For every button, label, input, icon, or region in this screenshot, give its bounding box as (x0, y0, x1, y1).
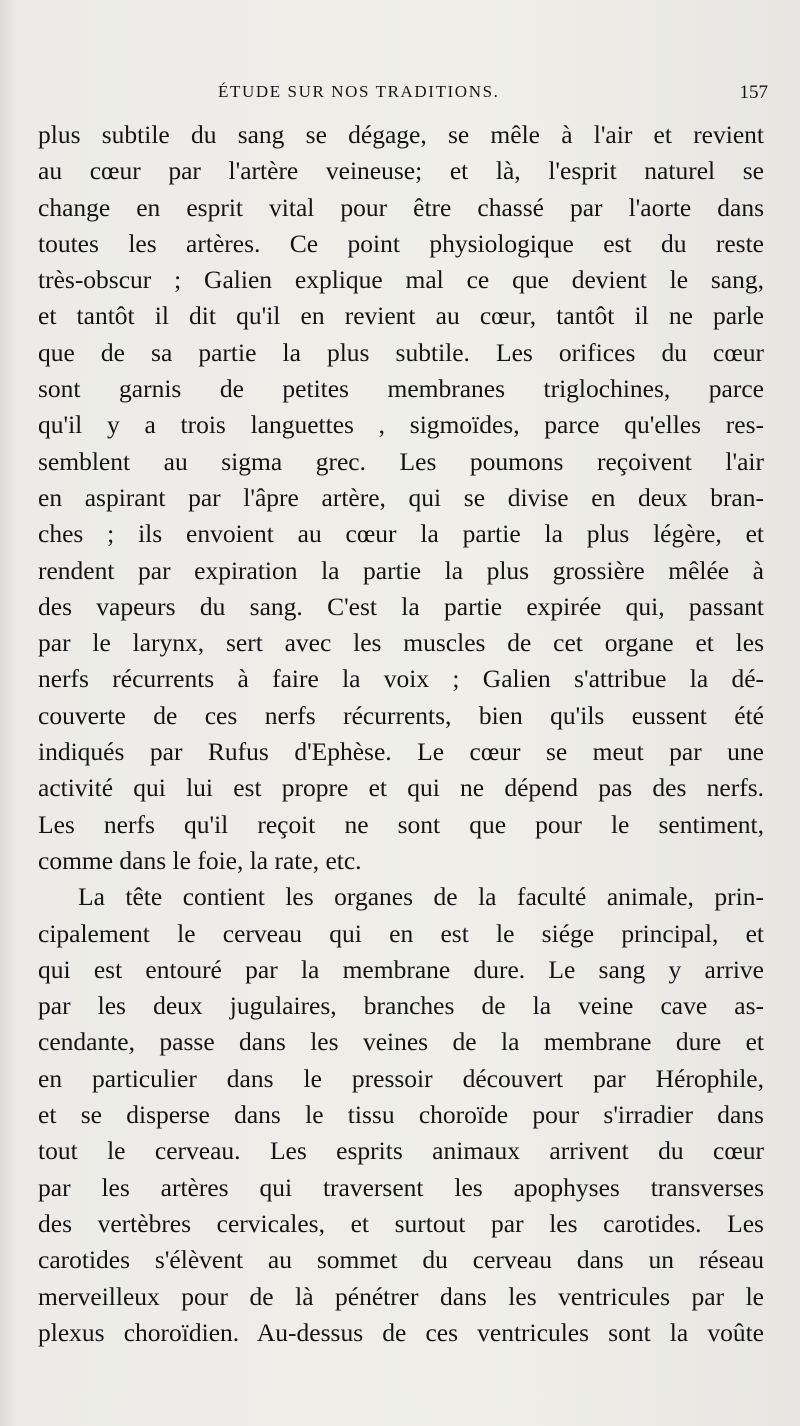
text-line: en particulier dans le pressoir découvert par Hérophile, (38, 1063, 764, 1093)
text-line: semblent au sigma grec. Les poumons reçoivent l'air (38, 446, 764, 476)
text-line: comme dans le foie, la rate, etc. (38, 845, 362, 875)
text-line: sont garnis de petites membranes triglochines, parce (38, 374, 764, 404)
text-line: par les artères qui traversent les apophyses transverses (38, 1172, 764, 1202)
text-line: qui est entouré par la membrane dure. Le sang y arrive (38, 954, 764, 984)
text-line: très-obscur ; Galien explique mal ce que devient le sang, (38, 265, 764, 295)
text-line: cendante, passe dans les veines de la membrane dure et (38, 1027, 764, 1057)
text-line: couverte de ces nerfs récurrents, bien qu'ils eussent été (38, 700, 764, 730)
running-title: ÉTUDE SUR NOS TRADITIONS. (218, 82, 500, 101)
text-line: que de sa partie la plus subtile. Les orifices du cœur (38, 337, 764, 367)
text-line: et se disperse dans le tissu choroïde pour s'irradier dans (38, 1100, 764, 1130)
body-text (38, 117, 764, 1351)
text-line: plexus choroïdien. Au-dessus de ces ventricules sont la voûte (38, 1317, 764, 1347)
text-line: par les deux jugulaires, branches de la veine cave as- (38, 991, 764, 1021)
text-line: par le larynx, sert avec les muscles de cet organe et les (38, 628, 764, 658)
text-line: plus subtile du sang se dégage, se mêle à l'air et revient (38, 120, 764, 149)
text-line: qu'il y a trois languettes , sigmoïdes, parce qu'elles res- (38, 410, 764, 440)
text-line: en aspirant par l'âpre artère, qui se divise en deux bran- (38, 482, 764, 512)
paragraph-2 (38, 879, 764, 1351)
paragraph-1 (38, 117, 764, 879)
page-number: 157 (739, 82, 768, 103)
text-line: carotides s'élèvent au sommet du cerveau dans un réseau (38, 1245, 764, 1275)
text-line: toutes les artères. Ce point physiologique est du reste (38, 228, 764, 258)
text-line: cipalement le cerveau qui en est le siége principal, et (38, 918, 764, 948)
text-line: au cœur par l'artère veineuse; et là, l'esprit naturel se (38, 156, 764, 186)
text-line: change en esprit vital pour être chassé par l'aorte dans (38, 192, 764, 222)
text-line: La tête contient les organes de la faculté animale, prin- (78, 882, 764, 912)
text-line: activité qui lui est propre et qui ne dépend pas des nerfs. (38, 773, 764, 803)
text-line: des vapeurs du sang. C'est la partie expirée qui, passant (38, 591, 764, 621)
text-line: rendent par expiration la partie la plus grossière mêlée à (38, 555, 764, 585)
page-header (38, 82, 768, 112)
text-line: et tantôt il dit qu'il en revient au cœur, tantôt il ne parle (38, 301, 764, 331)
text-line: Les nerfs qu'il reçoit ne sont que pour le sentiment, (38, 809, 764, 839)
text-line: tout le cerveau. Les esprits animaux arrivent du cœur (38, 1136, 764, 1166)
text-line: des vertèbres cervicales, et surtout par les carotides. Les (38, 1208, 764, 1238)
text-line: nerfs récurrents à faire la voix ; Galien s'attribue la dé- (38, 664, 764, 694)
text-line: ches ; ils envoient au cœur la partie la plus légère, et (38, 519, 764, 549)
text-line: merveilleux pour de là pénétrer dans les ventricules par le (38, 1281, 764, 1311)
text-line: indiqués par Rufus d'Ephèse. Le cœur se meut par une (38, 737, 764, 767)
